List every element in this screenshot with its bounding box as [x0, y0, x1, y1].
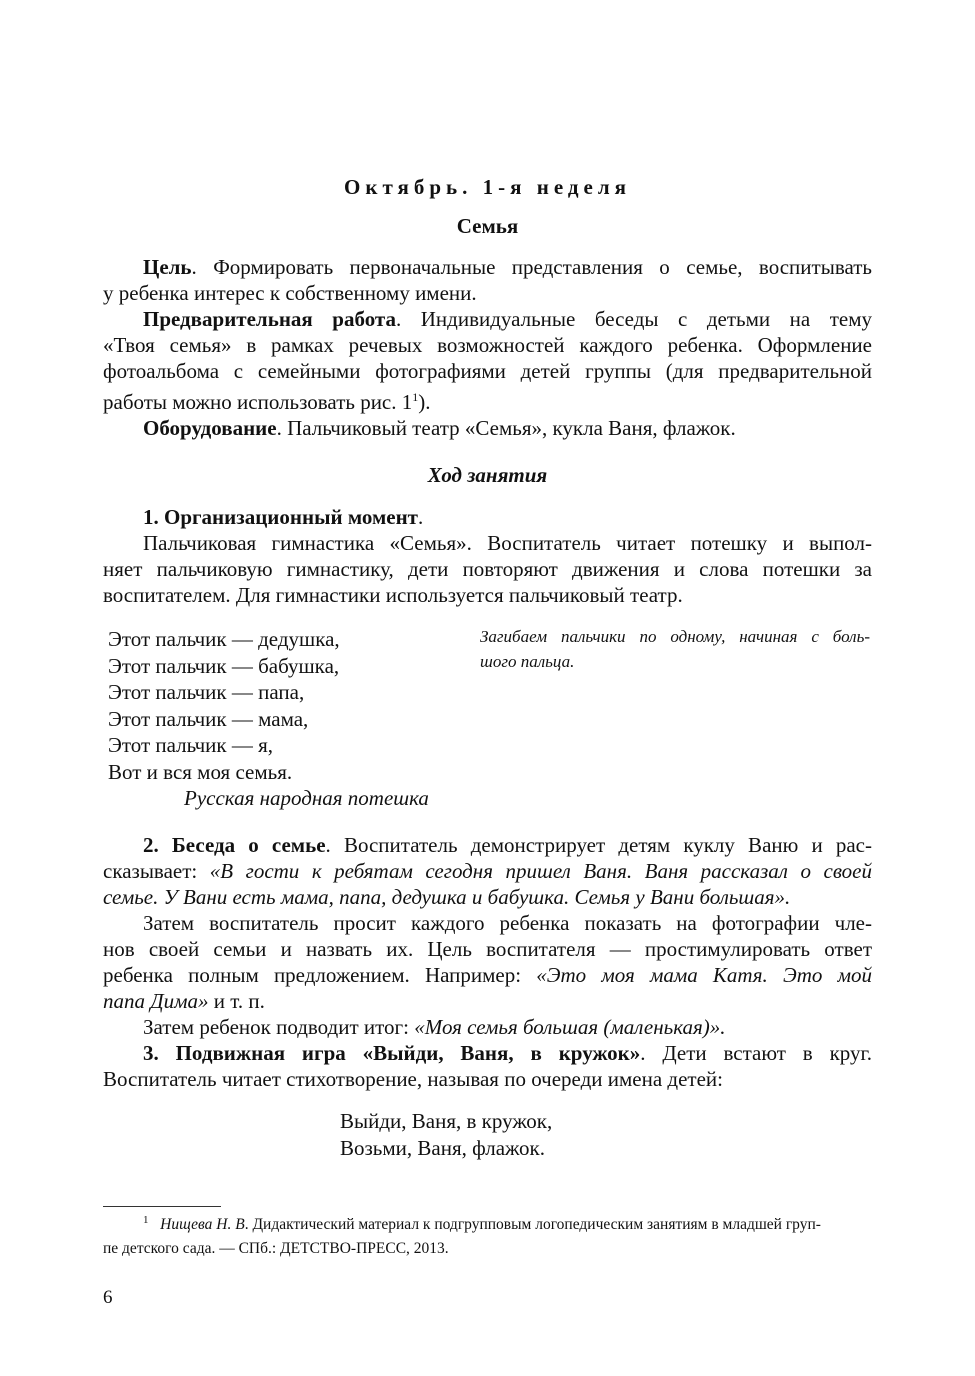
- section-2-label: 2. Беседа о семье: [143, 833, 326, 857]
- equip-line: Оборудование. Пальчиковый театр «Семья», кукла Ваня, флажок.: [143, 416, 736, 440]
- game-poem: [340, 1108, 552, 1162]
- section-1: 1. Организационный момент. Пальчиковая гимнастика «Семья». Воспитатель читает потешку и выпол- няет пальчиковую гимнастику, дети повторяют движения и слова потешки за воспитателем. Для гимнастики используется пальчиковый театр.: [103, 505, 872, 607]
- intro-block: Цель. Формировать первоначальные представления о семье, воспитывать у ребенка интерес к собственному имени. Предварительная работа. Индивидуальные беседы с детьми на тему «Твоя семья» в рамках речевых возможностей каждого ребенка. Оформление фотоальбома с семейными фотографиями детей группы (для предварительной работы можно использовать рис. $1^1$). Оборудование. Пальчиковый театр «Семья», кукла Ваня, флажок.: [103, 255, 872, 440]
- footnote-divider: [103, 1206, 221, 1207]
- verse-note: Загибаем пальчики по одному, начиная с боль- шого пальца.: [480, 627, 870, 671]
- prep-label: Предварительная работа: [143, 307, 396, 331]
- footnote-author: Нищева Н. В: [160, 1216, 245, 1234]
- verse-line: Вот и вся моя семья.: [108, 759, 293, 784]
- prep-line: Предварительная работа. Индивидуальные беседы с детьми на тему: [143, 307, 872, 331]
- verse-line: Этот пальчик — мама,: [108, 706, 309, 731]
- poem-line: Возьми, Ваня, флажок.: [340, 1136, 545, 1160]
- section-heading: Октябрь. 1-я неделя: [344, 175, 631, 199]
- poem-line: Выйди, Ваня, в кружок,: [340, 1109, 553, 1133]
- verse-line: Этот пальчик — бабушка,: [108, 653, 340, 678]
- verse-line: Этот пальчик — папа,: [108, 680, 305, 704]
- lesson-title: Ход занятия: [427, 463, 548, 487]
- verse-line: Этот пальчик — я,: [108, 733, 274, 757]
- verse-line: Этот пальчик — дедушка,: [108, 627, 340, 651]
- finger-verse: [108, 626, 429, 812]
- verse-source: Русская народная потешка: [184, 786, 429, 810]
- goal-label: Цель: [143, 255, 192, 279]
- section-1-label: 1. Организационный момент: [143, 505, 418, 529]
- footnote: $^1$ Нищева Н. В. Дидактический материал к подгрупповым логопедическим занятиям в младшей груп- пе детского сада. — СПб.: ДЕТСТВО-ПРЕСС, 2013.: [103, 1214, 821, 1258]
- section-2: 2. Беседа о семье. Воспитатель демонстрирует детям куклу Ваню и рас- сказывает: «В гости к ребятам сегодня пришел Ваня. Ваня рассказал о своей семье. У Вани есть мама, папа, дедушка и бабушка. Семья у Вани большая». Затем воспитатель просит каждого ребенка показать на фотографии чле- нов своей семьи и назвать их. Цель воспитателя — простимулировать ответ ребенка полным предложением. Например: «Это моя мама Катя. Это мой папа Дима» и т. п. Затем ребенок подводит итог: «Моя семья большая (маленькая)». 3. Подвижная игра «Выйди, Ваня, в кружок». Дети встают в круг. Воспитатель читает стихотворение, называя по очереди имена детей:: [103, 833, 872, 1091]
- footnote-ref: 1: [412, 390, 419, 404]
- section-3-line: 3. Подвижная игра «Выйди, Ваня, в кружок». Дети встают в круг.: [143, 1041, 872, 1065]
- goal-line: Цель. Формировать первоначальные представления о семье, воспитывать: [143, 255, 872, 279]
- equip-label: Оборудование: [143, 416, 277, 440]
- footnote-marker: 1: [143, 1214, 149, 1226]
- page-number: 6: [103, 1287, 113, 1308]
- topic-title: Семья: [456, 214, 519, 238]
- section-3-label: 3. Подвижная игра «Выйди, Ваня, в кружок»: [143, 1041, 641, 1065]
